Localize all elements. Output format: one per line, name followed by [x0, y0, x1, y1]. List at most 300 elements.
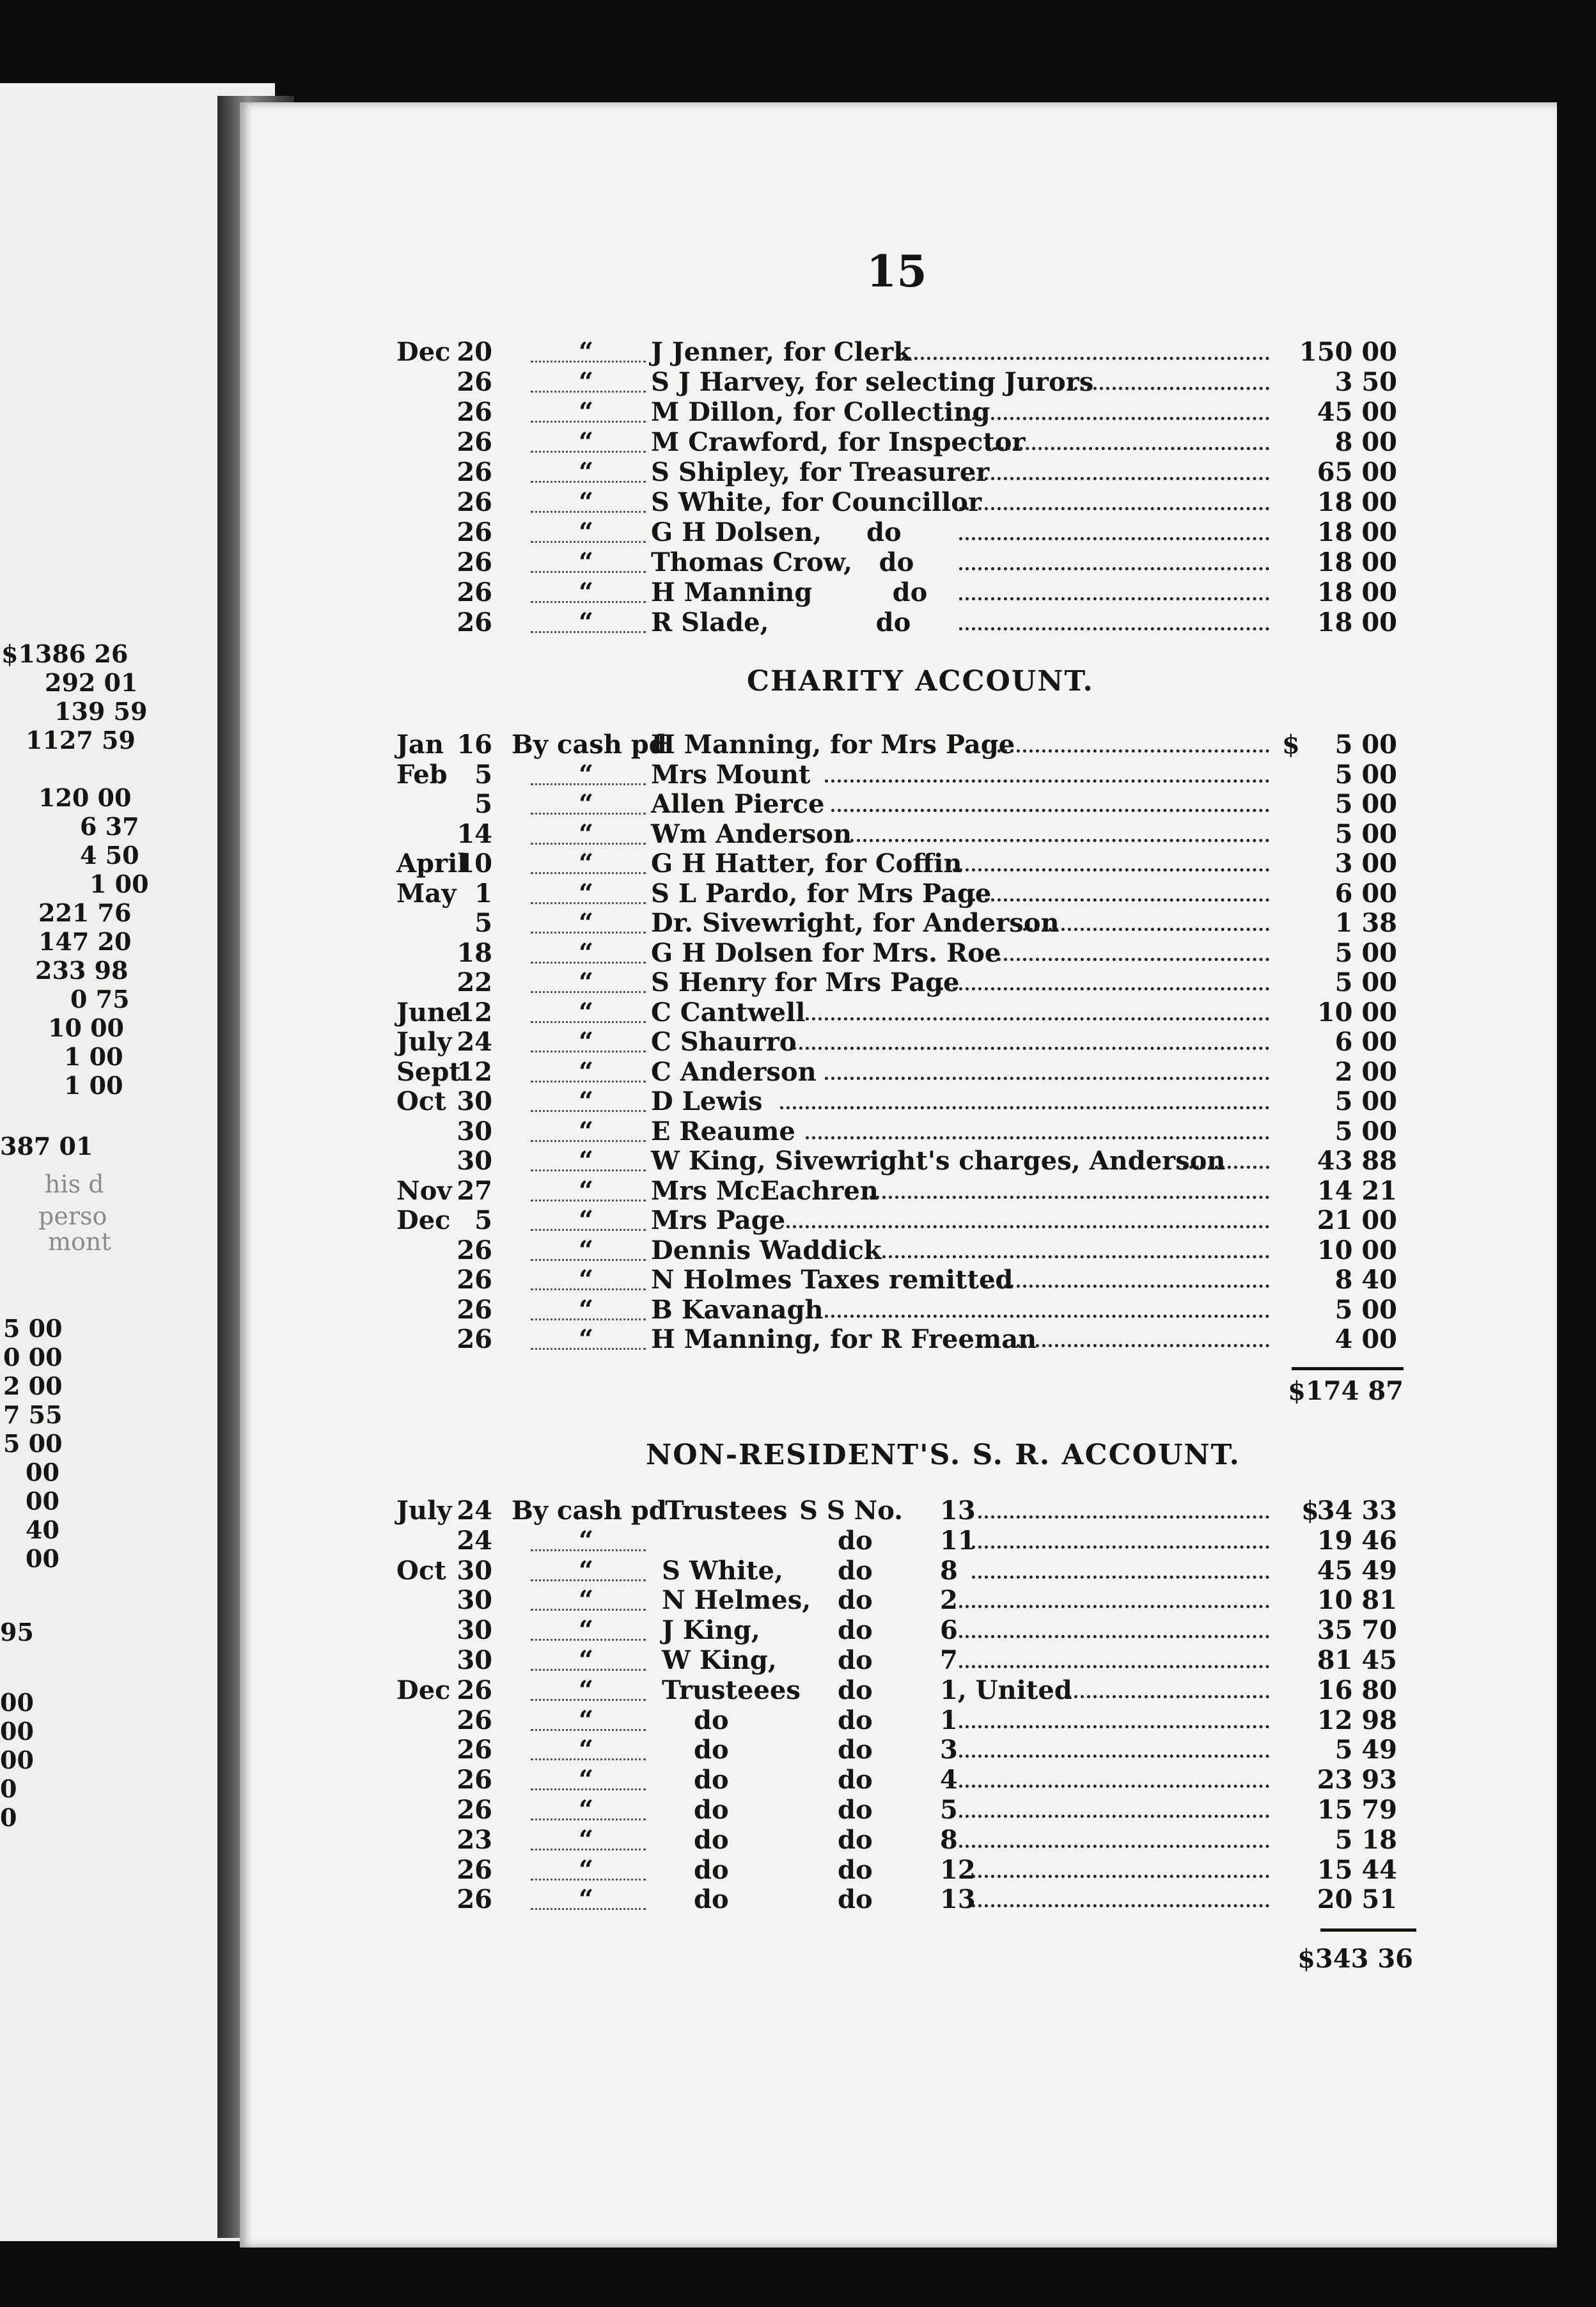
left-page-text-fragment: $1386 26 [1, 639, 129, 668]
entry-ditto: “ [579, 789, 594, 819]
entry-ditto: “ [579, 1705, 594, 1735]
entry-description: G H Dolsen, do [651, 517, 902, 547]
entry-ditto: “ [579, 337, 594, 367]
ledger-row [0, 760, 1596, 790]
entry-ditto: “ [579, 577, 594, 607]
entry-ditto: “ [579, 397, 594, 427]
dot-leader [972, 1875, 1269, 1878]
entry-ditto: “ [579, 1086, 594, 1116]
dot-leader [959, 597, 1269, 600]
entry-day: 30 [457, 1086, 492, 1116]
left-page-text-fragment: 4 50 [80, 841, 139, 870]
entry-ditto: “ [579, 1175, 594, 1206]
dot-leader-left [531, 361, 646, 363]
entry-section-number: 3 [940, 1735, 958, 1765]
ledger-row [0, 820, 1596, 849]
ledger-row [0, 879, 1596, 909]
entry-description: do [694, 1824, 729, 1855]
dot-leader-left [531, 1318, 646, 1320]
entry-section-number: 6 [940, 1615, 958, 1646]
entry-amount: 6 00 [1334, 1027, 1397, 1057]
entry-description: Mrs Page [651, 1205, 786, 1235]
entry-amount: 4 00 [1334, 1324, 1397, 1354]
dot-leader [1068, 387, 1269, 390]
dot-leader [825, 1077, 1269, 1080]
entry-description: G H Dolsen for Mrs. Roe [651, 937, 1001, 968]
ledger-row [0, 368, 1596, 397]
entry-day: 12 [457, 997, 492, 1028]
entry-day: 26 [457, 1795, 492, 1825]
entry-school-section-label: do [838, 1645, 873, 1675]
entry-ditto: “ [579, 997, 594, 1028]
entry-day: 14 [457, 818, 492, 849]
left-page-text-fragment: 387 01 [0, 1132, 93, 1161]
dot-leader-left [531, 962, 646, 964]
entry-school-section-label: do [838, 1705, 873, 1735]
entry-section-number: 11 [940, 1525, 976, 1556]
entry-amount: 20 51 [1317, 1884, 1397, 1915]
dot-leader-left [531, 1021, 646, 1023]
entry-day: 1 [474, 878, 492, 909]
entry-ditto: “ [579, 547, 594, 577]
entry-day: 26 [457, 517, 492, 547]
left-page-text-fragment: 95 [0, 1618, 34, 1646]
entry-description: Allen Pierce [651, 789, 825, 819]
dot-leader [1068, 1695, 1269, 1698]
entry-description: J King, [662, 1615, 760, 1646]
entry-section-number: 13 [940, 1496, 976, 1526]
entry-day: 26 [457, 367, 492, 397]
entry-ditto: “ [579, 1675, 594, 1705]
entry-day: 26 [457, 1235, 492, 1265]
entry-day: 26 [457, 1854, 492, 1885]
dot-leader-left [531, 872, 646, 874]
entry-description: H Manning, for Mrs Page [651, 730, 1015, 760]
ledger-row [0, 518, 1596, 547]
dot-leader-left [531, 601, 646, 603]
entry-day: 30 [457, 1645, 492, 1675]
entry-description: W King, [662, 1645, 777, 1675]
entry-description: G H Hatter, for Coffin [651, 849, 962, 879]
entry-amount: 43 88 [1317, 1146, 1397, 1176]
dot-leader [959, 1785, 1269, 1788]
dot-leader [985, 1285, 1269, 1288]
dot-leader [959, 627, 1269, 630]
left-page-text-fragment: mont [48, 1228, 111, 1256]
left-page-text-fragment: 221 76 [38, 898, 132, 927]
entry-ditto: “ [579, 1585, 594, 1616]
ledger-row [0, 1177, 1596, 1206]
entry-day: 24 [457, 1027, 492, 1057]
entry-day: 5 [474, 908, 492, 938]
ledger-row [0, 1526, 1596, 1556]
left-page-text-fragment: 5 00 [3, 1429, 63, 1458]
dot-leader-left [531, 571, 646, 573]
entry-amount: 18 00 [1317, 607, 1397, 637]
entry-month: Dec [396, 1675, 451, 1705]
dot-leader-left [531, 1579, 646, 1581]
entry-school-section-label: do [838, 1795, 873, 1825]
dollar-sign: $ [1282, 730, 1300, 760]
entry-amount: 1 38 [1334, 908, 1397, 938]
dot-leader-left [531, 481, 646, 483]
left-page-text-fragment: 1 00 [64, 1071, 123, 1100]
entry-ditto: “ [579, 1056, 594, 1087]
entry-school-section-label: do [838, 1765, 873, 1795]
dot-leader-left [531, 1200, 646, 1201]
entry-amount: 81 45 [1317, 1645, 1397, 1675]
entry-day: 26 [457, 1265, 492, 1295]
entry-ditto: “ [579, 1645, 594, 1675]
entry-description: S J Harvey, for selecting Jurors [651, 367, 1094, 397]
left-page-text-fragment: 0 [0, 1774, 17, 1803]
charity-total: $174 87 [1288, 1376, 1404, 1406]
dot-leader-left [531, 1081, 646, 1083]
left-page-text-fragment: 00 [26, 1544, 59, 1573]
entry-day: 26 [457, 1675, 492, 1705]
ledger-row [0, 909, 1596, 938]
entry-month: July [396, 1027, 452, 1057]
entry-ditto: “ [579, 517, 594, 547]
nonresident-title-text: NON-RESIDENT'S. S. R. ACCOUNT. [646, 1439, 1240, 1471]
entry-ditto: “ [579, 1525, 594, 1556]
dot-leader-left [531, 783, 646, 785]
entry-ditto: “ [579, 1795, 594, 1825]
dot-leader [959, 1755, 1269, 1758]
entry-day: 22 [457, 967, 492, 997]
entry-amount: 16 80 [1317, 1675, 1397, 1705]
entry-description: M Dillon, for Collecting [651, 397, 990, 427]
ledger-row [0, 1295, 1596, 1325]
dot-leader [978, 1515, 1269, 1519]
entry-month: Oct [396, 1555, 446, 1586]
entry-ditto: “ [579, 1765, 594, 1795]
left-page-text-fragment: 1 00 [90, 870, 149, 898]
entry-amount: 6 00 [1334, 878, 1397, 909]
entry-section-number: 13 [940, 1884, 976, 1915]
entry-description: M Crawford, for Inspector [651, 427, 1026, 457]
entry-day: 26 [457, 1324, 492, 1354]
entry-day: 26 [457, 577, 492, 607]
dot-leader [780, 1106, 1269, 1109]
entry-description: D Lewis [651, 1086, 763, 1116]
dot-leader-left [531, 1639, 646, 1641]
entry-ditto: “ [579, 1116, 594, 1146]
entry-amount: 15 79 [1317, 1795, 1397, 1825]
entry-ditto: “ [579, 878, 594, 909]
left-page-text-fragment: 233 98 [35, 956, 129, 985]
dot-leader [902, 357, 1269, 360]
entry-amount: 5 49 [1334, 1735, 1397, 1765]
entry-month: June [396, 997, 462, 1028]
entry-day: 26 [457, 487, 492, 517]
entry-description: Mrs McEachren [651, 1175, 879, 1206]
entry-day: 5 [474, 1205, 492, 1235]
left-page-text-fragment: 1127 59 [26, 726, 136, 755]
entry-amount: 5 18 [1334, 1824, 1397, 1855]
entry-ditto: “ [579, 1854, 594, 1885]
ledger-row [0, 398, 1596, 427]
entry-amount: 3 00 [1334, 849, 1397, 879]
dot-leader-left [531, 391, 646, 393]
ledger-row [0, 1058, 1596, 1087]
dot-leader [799, 1017, 1269, 1021]
entry-ditto: “ [579, 818, 594, 849]
ledger-row [0, 1885, 1596, 1914]
entry-ditto: “ [579, 1265, 594, 1295]
entry-section-number: 4 [940, 1765, 958, 1795]
left-page-text-fragment: 0 00 [3, 1343, 63, 1372]
entry-day: 26 [457, 427, 492, 457]
left-page-text-fragment: 139 59 [54, 697, 148, 726]
entry-amount: 8 00 [1334, 427, 1397, 457]
left-page-text-fragment: 292 01 [45, 668, 138, 697]
entry-day: 30 [457, 1116, 492, 1146]
ledger-row [0, 1028, 1596, 1057]
entry-month: Sept [396, 1056, 461, 1087]
ledger-row [0, 998, 1596, 1028]
dot-leader [972, 898, 1269, 902]
nonresident-total-rule [1320, 1928, 1416, 1932]
entry-description: do [694, 1795, 729, 1825]
entry-month: April [396, 849, 467, 879]
entry-by-cash: By cash pd [512, 1496, 667, 1526]
entry-amount: 2 00 [1334, 1056, 1397, 1087]
dot-leader [959, 417, 1269, 420]
dot-leader-left [531, 1758, 646, 1760]
dot-leader [959, 1845, 1269, 1848]
entry-description: E Reaume [651, 1116, 795, 1146]
entry-day: 24 [457, 1525, 492, 1556]
page-number: 15 [866, 246, 927, 297]
entry-school-section-label: do [838, 1854, 873, 1885]
entry-amount: 18 00 [1317, 517, 1397, 547]
entry-description: W King, Sivewright's charges, Anderson [651, 1146, 1226, 1176]
entry-school-section-label: S S No. [799, 1496, 904, 1526]
dot-leader-left [531, 1849, 646, 1850]
ledger-row [0, 1586, 1596, 1615]
entry-amount: 21 00 [1317, 1205, 1397, 1235]
entry-ditto: “ [579, 1027, 594, 1057]
dot-leader-left [531, 1879, 646, 1881]
entry-amount: 18 00 [1317, 487, 1397, 517]
dot-leader [1177, 1166, 1269, 1169]
entry-description: Thomas Crow, do [651, 547, 914, 577]
entry-amount: 5 00 [1334, 967, 1397, 997]
dot-leader-left [531, 631, 646, 633]
dot-leader [959, 1605, 1269, 1608]
dot-leader [1017, 1344, 1269, 1347]
entry-ditto: “ [579, 937, 594, 968]
dot-leader-left [531, 1110, 646, 1112]
ledger-row [0, 1117, 1596, 1146]
dot-leader-left [531, 1788, 646, 1790]
ledger-row [0, 1676, 1596, 1705]
entry-day: 26 [457, 607, 492, 637]
dot-leader-left [531, 843, 646, 845]
entry-ditto: “ [579, 1146, 594, 1176]
entry-ditto: “ [579, 1324, 594, 1354]
entry-description: Trusteees [662, 1675, 801, 1705]
dot-leader [959, 537, 1269, 540]
entry-section-number: 8 [940, 1824, 958, 1855]
entry-ditto: “ [579, 1555, 594, 1586]
entry-amount: 5 00 [1334, 759, 1397, 790]
entry-description: do [694, 1735, 729, 1765]
entry-description: N Holmes Taxes remitted [651, 1265, 1013, 1295]
dot-leader-left [531, 991, 646, 993]
dot-leader [1023, 928, 1269, 931]
entry-ditto: “ [579, 759, 594, 790]
ledger-row [0, 1826, 1596, 1855]
dot-leader-left [531, 511, 646, 513]
dot-leader [806, 1136, 1269, 1139]
dot-leader-left [531, 813, 646, 815]
ledger-row [0, 939, 1596, 968]
dot-leader-left [531, 902, 646, 904]
entry-description: R Slade, do [651, 607, 911, 637]
entry-day: 26 [457, 1705, 492, 1735]
left-page-text-fragment: 00 [0, 1717, 34, 1746]
dot-leader [972, 1545, 1269, 1549]
entry-ditto: “ [579, 1884, 594, 1915]
entry-amount: 15 44 [1317, 1854, 1397, 1885]
ledger-row [0, 1765, 1596, 1795]
entry-month: Dec [396, 1205, 451, 1235]
left-page-text-fragment: 7 55 [3, 1400, 63, 1429]
entry-amount: 5 00 [1334, 818, 1397, 849]
entry-month: Jan [396, 730, 444, 760]
entry-description: Mrs Mount [651, 759, 811, 790]
dot-leader [959, 1635, 1269, 1638]
entry-ditto: “ [579, 367, 594, 397]
entry-ditto: “ [579, 457, 594, 487]
entry-section-number: 8 [940, 1555, 958, 1586]
entry-description: Dr. Sivewright, for Anderson [651, 908, 1060, 938]
dot-leader-left [531, 1729, 646, 1731]
entry-day: 30 [457, 1585, 492, 1616]
ledger-row [0, 730, 1596, 760]
entry-ditto: “ [579, 487, 594, 517]
ledger-row [0, 1496, 1596, 1526]
dot-leader-left [531, 1908, 646, 1910]
left-page-text-fragment: 00 [26, 1487, 59, 1515]
nonresident-total: $343 36 [1297, 1944, 1413, 1974]
entry-amount: 5 00 [1334, 1086, 1397, 1116]
ledger-row [0, 458, 1596, 487]
dot-leader [972, 1576, 1269, 1579]
entry-description: S Shipley, for Treasurer [651, 457, 990, 487]
entry-ditto: “ [579, 849, 594, 879]
ledger-row [0, 1087, 1596, 1116]
dot-leader [844, 839, 1269, 842]
left-page-text-fragment: 0 [0, 1803, 17, 1832]
entry-amount: 23 93 [1317, 1765, 1397, 1795]
dot-leader [959, 1665, 1269, 1668]
dot-leader-left [531, 1229, 646, 1231]
ledger-row [0, 488, 1596, 517]
left-page-text-fragment: 10 00 [48, 1013, 124, 1042]
entry-amount: 35 70 [1317, 1615, 1397, 1646]
entry-description: C Shaurro [651, 1027, 797, 1057]
entry-amount: 18 00 [1317, 577, 1397, 607]
entry-school-section-label: do [838, 1585, 873, 1616]
dot-leader [825, 1315, 1269, 1318]
dot-leader-left [531, 1348, 646, 1350]
entry-description: H Manning, for R Freeman [651, 1324, 1037, 1354]
entry-description: do [694, 1854, 729, 1885]
entry-description: do [694, 1765, 729, 1795]
entry-amount: 10 00 [1317, 1235, 1397, 1265]
entry-amount: 10 81 [1317, 1585, 1397, 1616]
entry-amount: 5 00 [1334, 730, 1397, 760]
ledger-row [0, 1206, 1596, 1235]
entry-description: S Henry for Mrs Page [651, 967, 960, 997]
ledger-row [0, 1735, 1596, 1765]
dot-leader [831, 809, 1269, 812]
entry-month: Dec [396, 337, 451, 367]
dot-leader-left [531, 1669, 646, 1671]
entry-ditto: “ [579, 1824, 594, 1855]
entry-section-number: 1 [940, 1705, 958, 1735]
entry-description: Dennis Waddick [651, 1235, 882, 1265]
ledger-row [0, 548, 1596, 577]
entry-ditto: “ [579, 1294, 594, 1325]
entry-amount: 5 00 [1334, 789, 1397, 819]
entry-day: 27 [457, 1175, 492, 1206]
entry-month: July [396, 1496, 452, 1526]
dot-leader-left [531, 932, 646, 934]
entry-ditto: “ [579, 908, 594, 938]
entry-school-section-label: do [838, 1615, 873, 1646]
dot-leader [946, 868, 1269, 872]
entry-ditto: “ [579, 427, 594, 457]
entry-day: 10 [457, 849, 492, 879]
entry-day: 18 [457, 937, 492, 968]
entry-section-number: 1, United [940, 1675, 1072, 1705]
entry-section-number: 12 [940, 1854, 976, 1885]
entry-ditto: “ [579, 1615, 594, 1646]
entry-amount: 8 40 [1334, 1265, 1397, 1295]
entry-day: 5 [474, 789, 492, 819]
dot-leader [793, 1047, 1269, 1050]
dot-leader-left [531, 451, 646, 453]
entry-amount: 150 00 [1299, 337, 1397, 367]
left-page-text-fragment: his d [45, 1170, 104, 1198]
ledger-row [0, 1556, 1596, 1586]
entry-description: do [694, 1884, 729, 1915]
dot-leader-left [531, 421, 646, 423]
entry-description: H Manning do [651, 577, 928, 607]
entry-amount: 3 50 [1334, 367, 1397, 397]
entry-school-section-label: do [838, 1824, 873, 1855]
ledger-row [0, 1856, 1596, 1885]
dot-leader [870, 1196, 1269, 1199]
ledger-row [0, 1616, 1596, 1645]
entry-day: 16 [457, 730, 492, 760]
dot-leader [997, 958, 1269, 961]
entry-description: S L Pardo, for Mrs Page [651, 878, 992, 909]
dot-leader [959, 1725, 1269, 1728]
dot-leader [940, 987, 1269, 990]
ledger-row [0, 428, 1596, 457]
ledger-row [0, 849, 1596, 879]
entry-ditto: “ [579, 967, 594, 997]
dot-leader-left [531, 1699, 646, 1701]
ledger-row [0, 1706, 1596, 1735]
charity-title-text: CHARITY ACCOUNT. [747, 665, 1094, 698]
dot-leader-left [531, 1288, 646, 1290]
